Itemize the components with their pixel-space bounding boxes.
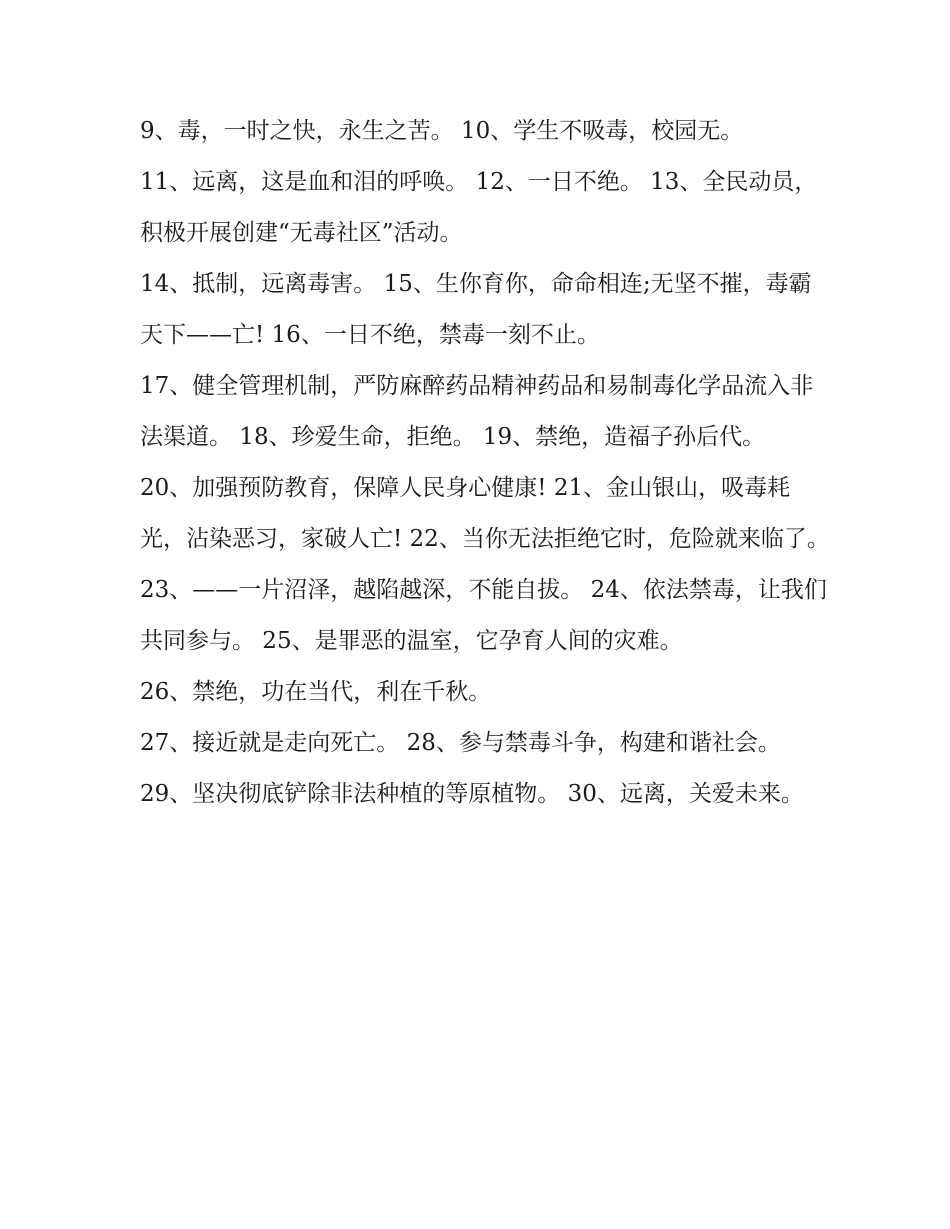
paragraph-17-19: 17、健全管理机制，严防麻醉药品精神药品和易制毒化学品流入非法渠道。 18、珍爱生命，拒绝。 19、禁绝，造福子孙后代。	[140, 373, 814, 450]
paragraph-27-30: 27、接近就是走向死亡。 28、参与禁毒斗争，构建和谐社会。 29、坚决彻底铲除非法种植的等原植物。 30、远离，关爱未来。	[140, 730, 804, 807]
paragraph-20-22: 20、加强预防教育，保障人民身心健康! 21、金山银山，吸毒耗光，沾染恶习，家破人亡! 22、当你无法拒绝它时，危险就来临了。	[140, 475, 830, 552]
paragraph-23-25: 23、——一片沼泽，越陷越深，不能自拔。 24、依法禁毒，让我们共同参与。 25、是罪恶的温室，它孕育人间的灾难。	[140, 577, 827, 654]
paragraph-9-10: 9、毒，一时之快，永生之苦。 10、学生不吸毒，校园无。	[140, 118, 744, 144]
paragraph-11-13: 11、远离，这是血和泪的呼唤。 12、一日不绝。 13、全民动员，积极开展创建“无毒社区”活动。	[140, 169, 818, 246]
paragraph-14-16: 14、抵制，远离毒害。 15、生你育你，命命相连;无坚不摧，毒霸天下——亡! 16、一日不绝，禁毒一刻不止。	[140, 271, 812, 348]
paragraph-26: 26、禁绝，功在当代，利在千秋。	[140, 679, 492, 705]
document-body	[140, 106, 830, 820]
